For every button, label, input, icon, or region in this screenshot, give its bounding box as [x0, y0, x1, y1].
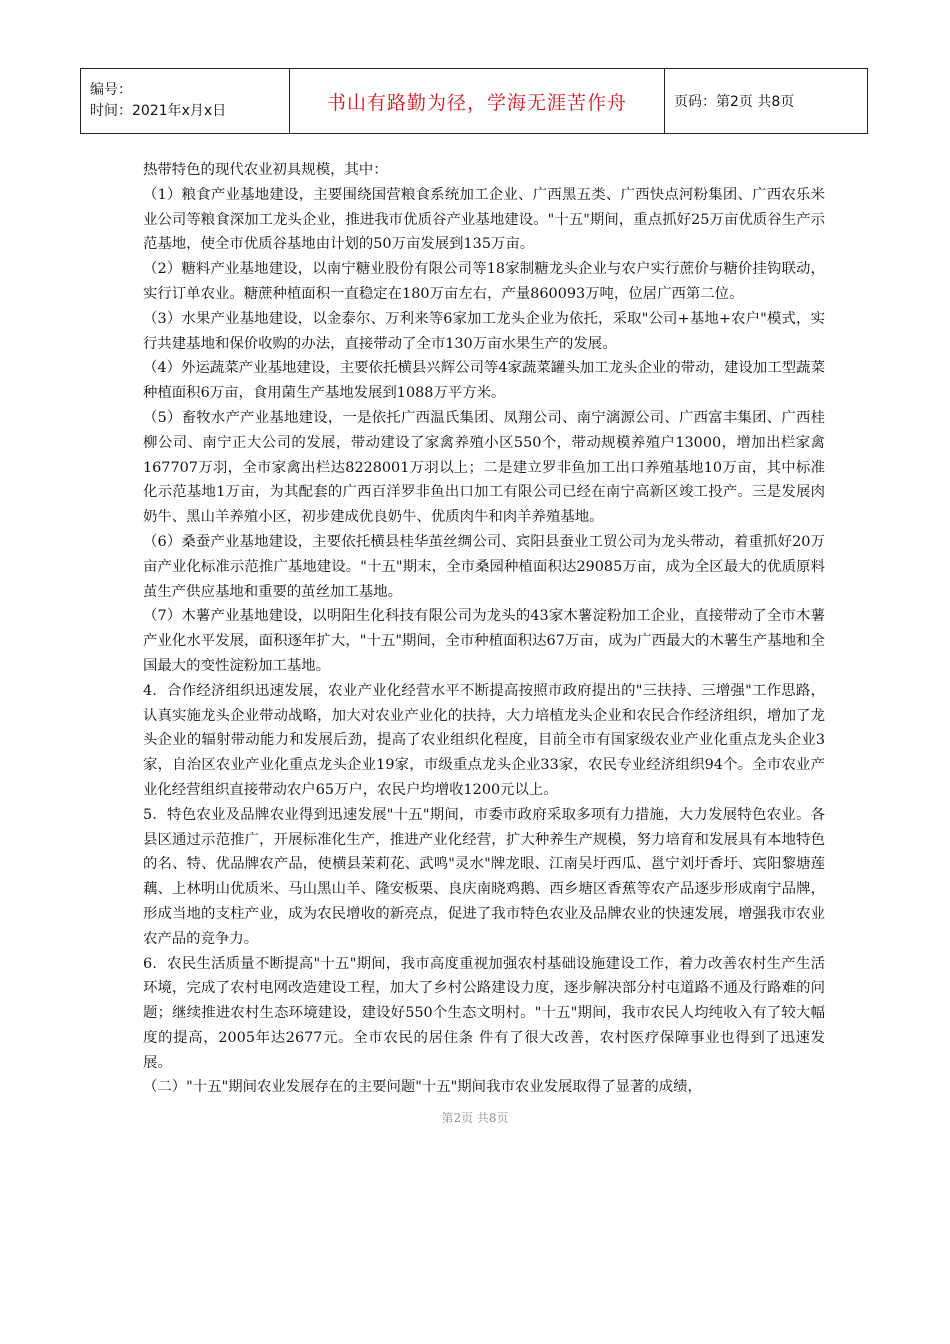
- paragraph: （6）桑蚕产业基地建设，主要依托横县桂华茧丝绸公司、宾阳县蚕业工贸公司为龙头带动，着重抓好20万亩产业化标准示范推广基地建设。"十五"期末，全市桑园种植面积达29085万亩，成为全区最大的优质原料茧生产供应基地和重要的茧丝加工基地。: [143, 533, 825, 600]
- header-motto: 书山有路勤为径，学海无涯苦作舟: [290, 69, 665, 134]
- paragraph: 5．特色农业及品牌农业得到迅速发展"十五"期间，市委市政府采取多项有力措施，大力发展特色农业。各县区通过示范推广，开展标准化生产，推进产业化经营，扩大种养生产规模，努力培育和发展具有本地特色的名、特、优品牌农产品，使横县茉莉花、武鸣"灵水"牌龙眼、江南吴圩西瓜、邕宁刘圩香圩、宾阳黎塘莲藕、上林明山优质米、马山黑山羊、隆安板栗、良庆南晓鸡鹅、西乡塘区香蕉等农产品逐步形成南宁品牌，形成当地的支柱产业，成为农民增收的新亮点，促进了我市特色农业及品牌农业的快速发展，增强我市农业农产品的竞争力。: [143, 806, 825, 947]
- document-time-label: 时间：2021年x月x日: [90, 103, 227, 119]
- paragraph: （2）糖料产业基地建设，以南宁糖业股份有限公司等18家制糖龙头企业与农户实行蔗价与糖价挂钩联动，实行订单农业。糖蔗种植面积一直稳定在180万亩左右，产量860093万吨，位居广西第二位。: [143, 261, 825, 302]
- document-body: [143, 158, 825, 1100]
- header-meta-cell: [81, 69, 290, 134]
- paragraph: （7）木薯产业基地建设，以明阳生化科技有限公司为龙头的43家木薯淀粉加工企业，直接带动了全市木薯产业化水平发展，面积逐年扩大，"十五"期间，全市种植面积达67万亩，成为广西最大的木薯生产基地和全国最大的变性淀粉加工基地。: [143, 608, 825, 674]
- page-header: [80, 68, 868, 134]
- document-number-label: 编号：: [90, 82, 132, 98]
- page-footer-watermark: 第2页 共8页: [441, 1111, 509, 1125]
- paragraph: （3）水果产业基地建设，以金泰尔、万利来等6家加工龙头企业为依托，采取"公司+基地+农户"模式，实行共建基地和保价收购的办法，直接带动了全市130万亩水果生产的发展。: [143, 310, 825, 352]
- paragraph: （5）畜牧水产产业基地建设，一是依托广西温氏集团、凤翔公司、南宁漓源公司、广西富丰集团、广西桂柳公司、南宁正大公司的发展，带动建设了家禽养殖小区550个，带动规模养殖户13000，增加出栏家禽167707万羽，全市家禽出栏达8228001万羽以上；二是建立罗非鱼加工出口养殖基地10万亩，其中标准化示范基地1万亩，为其配套的广西百洋罗非鱼出口加工有限公司已经在南宁高新区竣工投产。三是发展肉奶牛、黑山羊养殖小区，初步建成优良奶牛、优质肉牛和肉羊养殖基地。: [143, 409, 825, 526]
- paragraph: （二）"十五"期间农业发展存在的主要问题"十五"期间我市农业发展取得了显著的成绩，: [143, 1079, 702, 1096]
- paragraph: （1）粮食产业基地建设，主要围绕国营粮食系统加工企业、广西黑五类、广西快点河粉集团、广西农乐米业公司等粮食深加工龙头企业，推进我市优质谷产业基地建设。"十五"期间，重点抓好25万亩优质谷生产示范基地，使全市优质谷基地由计划的50万亩发展到135万亩。: [143, 186, 825, 253]
- paragraph: 4．合作经济组织迅速发展，农业产业化经营水平不断提高按照市政府提出的"三扶持、三增强"工作思路，认真实施龙头企业带动战略，加大对农业产业化的扶持，大力培植龙头企业和农民合作经济组织，增加了龙头企业的辐射带动能力和发展后劲，提高了农业组织化程度，目前全市有国家级农业产业化重点龙头企业3家，自治区农业产业化重点龙头企业19家，市级重点龙头企业33家，农民专业经济组织94个。全市农业产业化经营组织直接带动农户65万户，农民户均增收1200元以上。: [143, 682, 825, 798]
- header-page-number: 页码：第2页 共8页: [665, 69, 868, 134]
- paragraph: 6．农民生活质量不断提高"十五"期间，我市高度重视加强农村基础设施建设工作，着力改善农村生产生活环境，完成了农村电网改造建设工程，加大了乡村公路建设力度，逐步解决部分村屯道路不通及行路难的问题；继续推进农村生态环境建设，建设好550个生态文明村。"十五"期间，我市农民人均纯收入有了较大幅度的提高，2005年达2677元。全市农民的居住条 件有了很大改善，农村医疗保障事业也得到了迅速发展。: [143, 955, 825, 1071]
- paragraph: 热带特色的现代农业初具规模，其中：: [143, 162, 388, 178]
- paragraph: （4）外运蔬菜产业基地建设，主要依托横县兴辉公司等4家蔬菜罐头加工龙头企业的带动，建设加工型蔬菜种植面积6万亩，食用菌生产基地发展到1088万平方米。: [143, 360, 825, 402]
